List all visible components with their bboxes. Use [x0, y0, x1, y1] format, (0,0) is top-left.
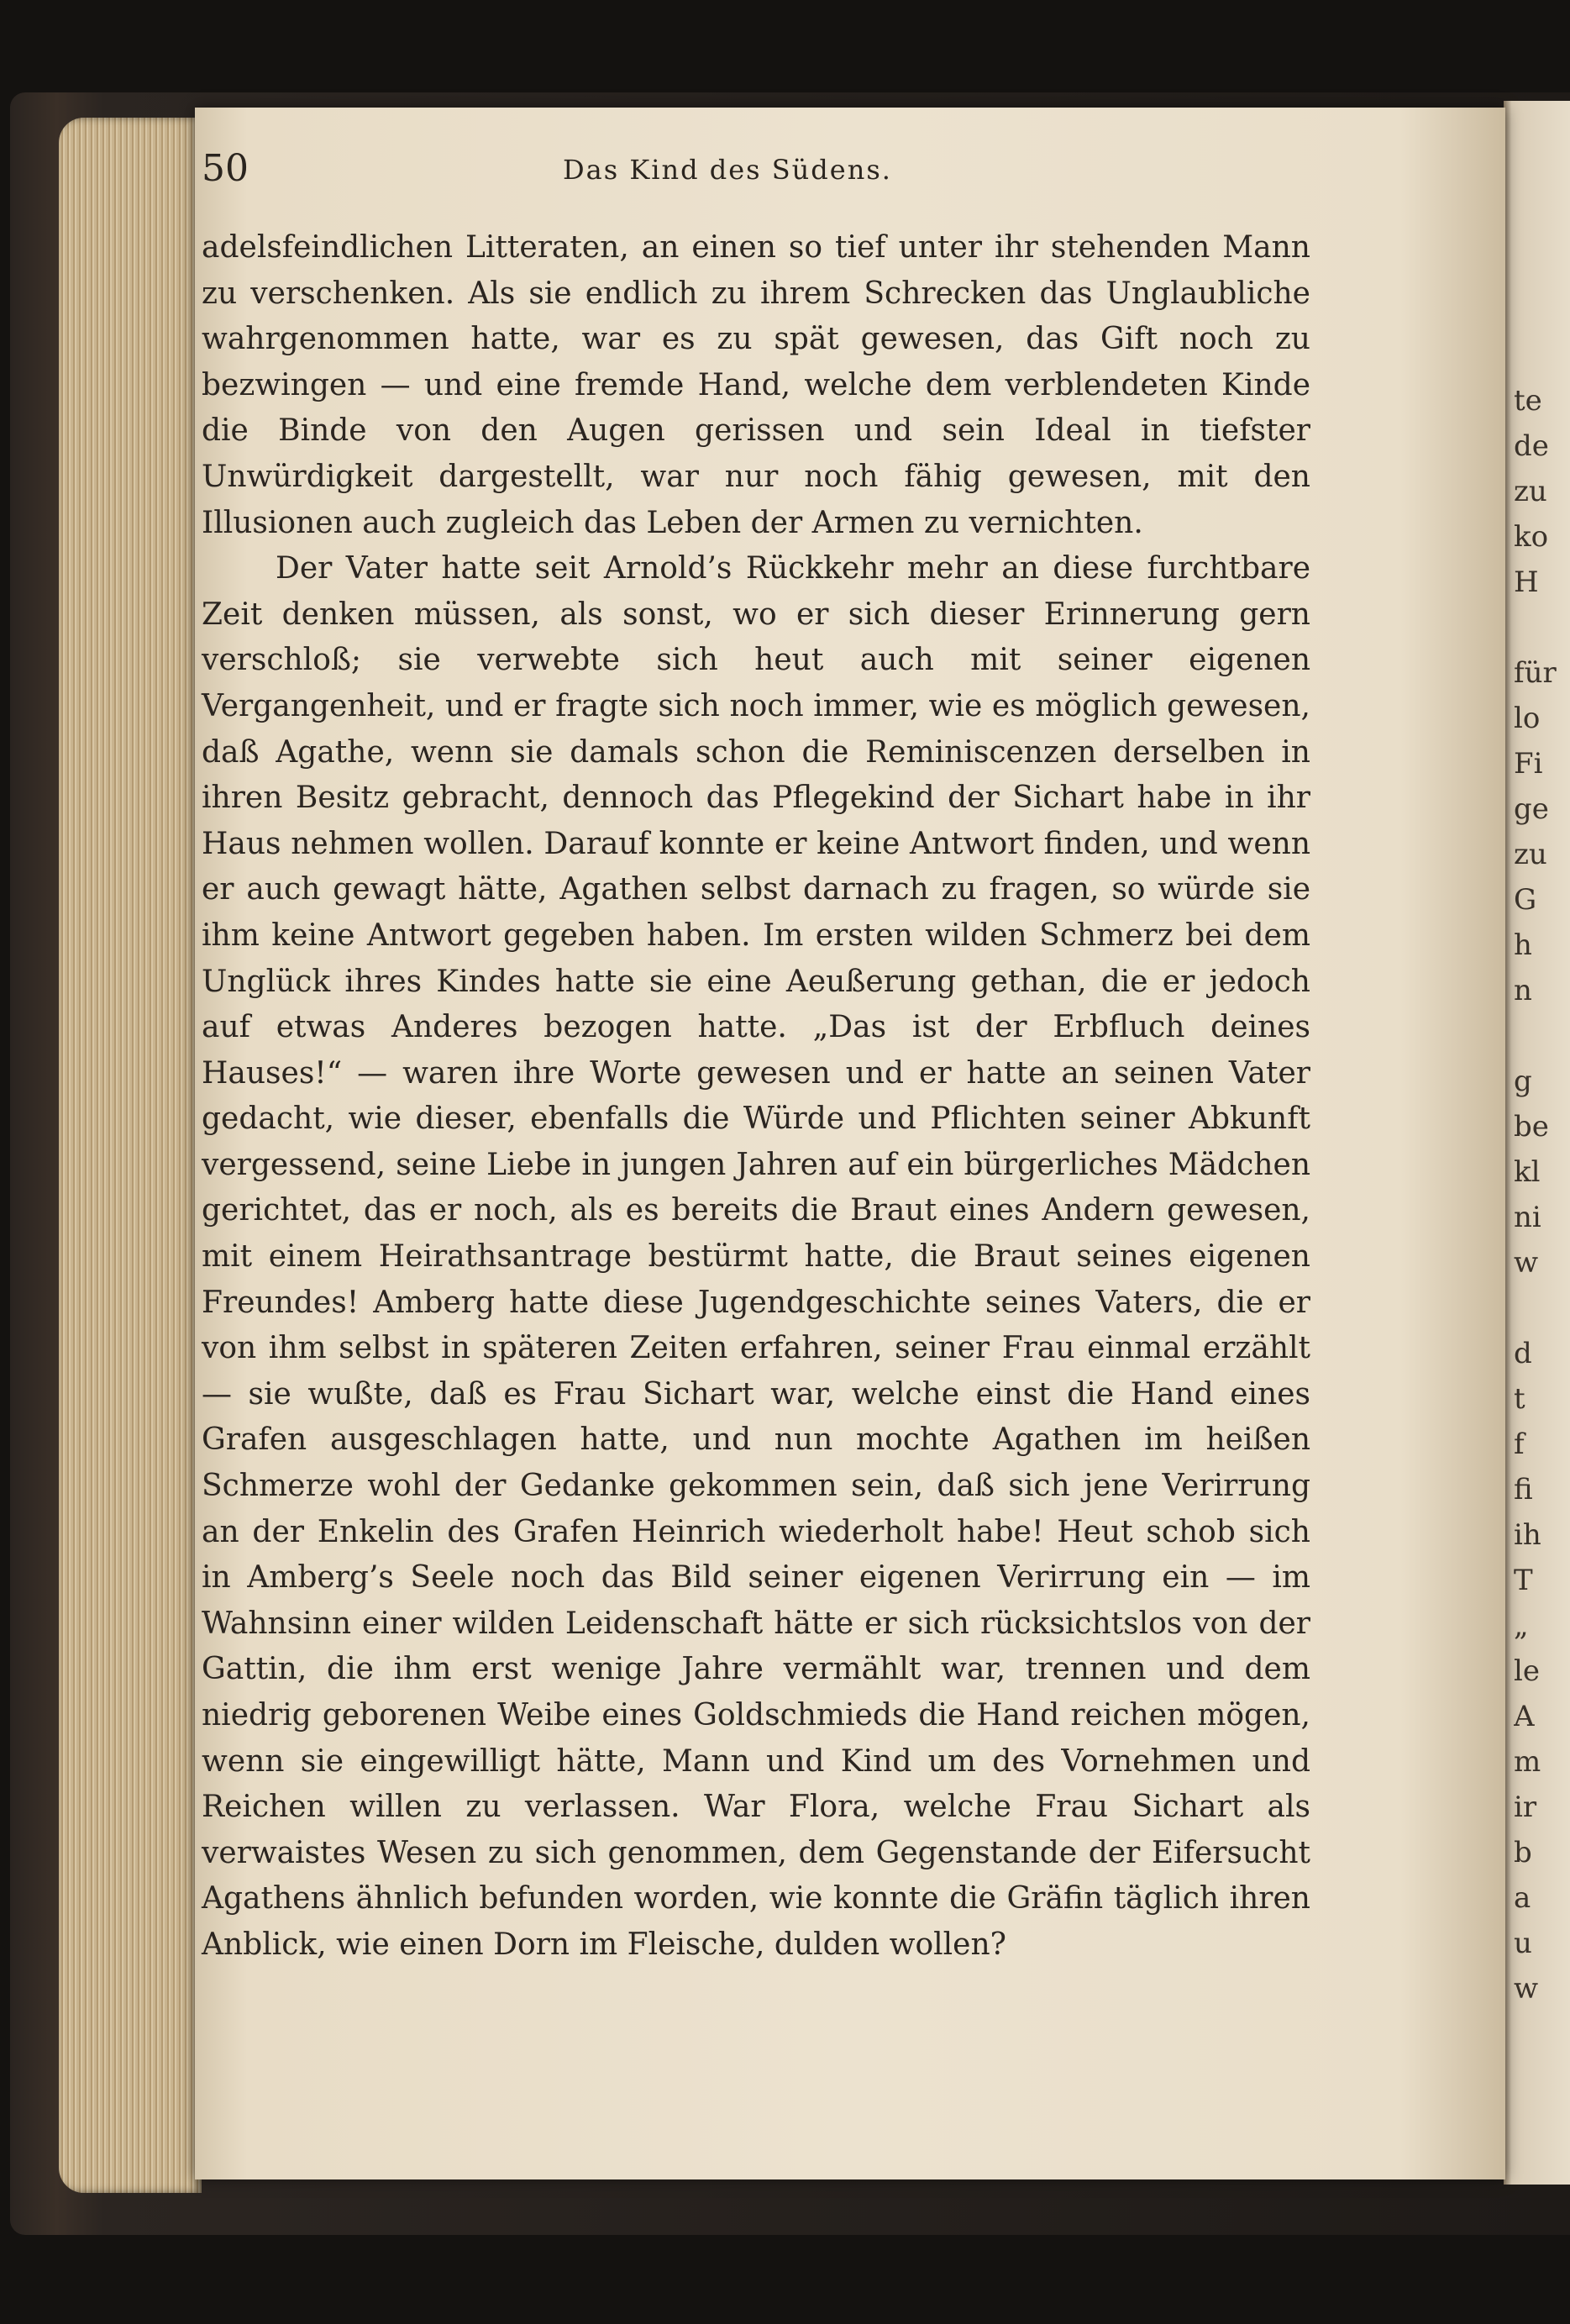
body-text	[202, 225, 1310, 1969]
page-edges	[59, 118, 202, 2193]
next-page-edge	[1504, 101, 1570, 2185]
page-number: 50	[202, 147, 249, 190]
chapter-heading: Das Kind des Südens.	[563, 154, 892, 186]
paragraph-1: adelsfeindlichen Litteraten, an einen so tief unter ihr stehenden Mann zu verschenken. Als sie endlich zu ihrem Schrecken das Unglaubliche wahrgenommen hatte, war es zu spät gewesen, das Gift noch zu bezwingen — und eine fremde Hand, welche dem verblendeten Kinde die Binde von den Augen gerissen und sein Ideal in tiefster Unwürdigkeit dargestellt, war nur noch fähig gewesen, mit den Illusionen auch zugleich das Leben der Armen zu vernichten.	[202, 230, 1310, 540]
running-head	[202, 147, 1310, 206]
next-page-text-fragment: te de zu ko H für lo Fi ge zu G h n g be kl ni w d t f fi ih T „ le A m ir b a u w	[1514, 384, 1557, 2006]
paragraph-2: Der Vater hatte seit Arnold’s Rückkehr mehr an diese furchtbare Zeit denken müssen, als sonst, wo er sich dieser Erinnerung gern verschloß; sie verwebte sich heut auch mit seiner eigenen Vergangenheit, und er fragte sich noch immer, wie es möglich gewesen, daß Agathe, wenn sie damals schon die Reminiscenzen derselben in ihren Besitz gebracht, dennoch das Pflegekind der Sichart habe in ihr Haus nehmen wollen. Darauf konnte er keine Antwort finden, und wenn er auch gewagt hätte, Agathen selbst darnach zu fragen, so würde sie ihm keine Antwort gegeben haben. Im ersten wilden Schmerz bei dem Unglück ihres Kindes hatte sie eine Aeußerung gethan, die er jedoch auf etwas Anderes bezogen hatte. „Das ist der Erbfluch deines Hauses!“ — waren ihre Worte gewesen und er hatte an seinen Vater gedacht, wie dieser, ebenfalls die Würde und Pflichten seiner Abkunft vergessend, seine Liebe in jungen Jahren auf ein bürgerliches Mädchen gerichtet, das er noch, als es bereits die Braut eines Andern gewesen, mit einem Heirathsantrage bestürmt hatte, die Braut seines eigenen Freundes! Amberg hatte diese Jugendgeschichte seines Vaters, die er von ihm selbst in späteren Zeiten erfahren, seiner Frau einmal erzählt — sie wußte, daß es Frau Sichart war, welche einst die Hand eines Grafen ausgeschlagen hatte, und nun mochte Agathen im heißen Schmerze wohl der Gedanke gekommen sein, daß sich jene Verirrung an der Enkelin des Grafen Heinrich wiederholt habe! Heut schob sich in Amberg’s Seele noch das Bild seiner eigenen Verirrung ein — im Wahnsinn einer wilden Leidenschaft hätte er sich rücksichtslos von der Gattin, die ihm erst wenige Jahre vermählt war, trennen und dem niedrig geborenen Weibe eines Goldschmieds die Hand reichen mögen, wenn sie eingewilligt hätte, Mann und Kind um des Vornehmen und Reichen willen zu verlassen. War Flora, welche Frau Sichart als verwaistes Wesen zu sich genommen, dem Gegenstande der Eifersucht Agathens ähnlich befunden worden, wie konnte die Gräfin täglich ihren Anblick, wie einen Dorn im Fleische, dulden wollen?	[202, 551, 1310, 1962]
